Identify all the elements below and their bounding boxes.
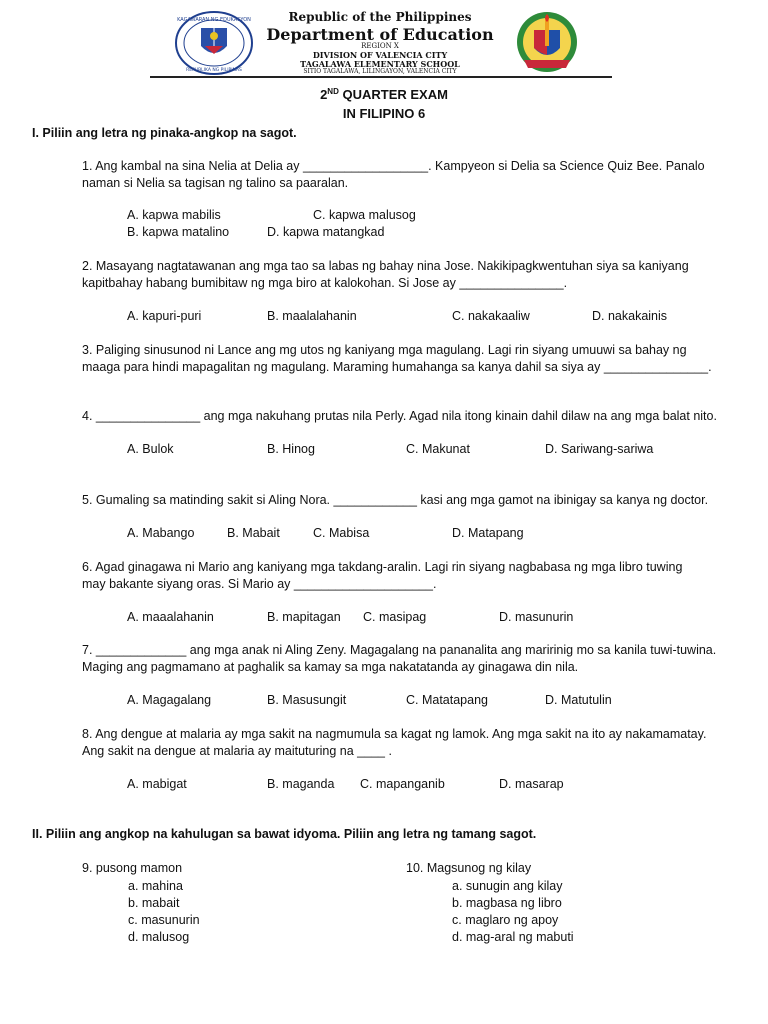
q2-option-b: B. maalalahanin	[267, 309, 357, 323]
q1-option-d: D. kapwa matangkad	[267, 225, 385, 239]
q9-option-a: a. mahina	[128, 879, 183, 893]
q9-option-d: d. malusog	[128, 930, 190, 944]
header-address: SITIO TAGALAWA, LILINGAYON, VALENCIA CITY	[303, 68, 457, 75]
q5-option-d: D. Matapang	[452, 526, 524, 540]
q7-option-b: B. Masusungit	[267, 693, 347, 707]
left-seal-bottom-text: REPUBLIKA NG PILIPINAS	[186, 68, 242, 73]
q6-option-d: D. masunurin	[499, 610, 574, 624]
q9-option-c: c. masunurin	[128, 913, 200, 927]
header-school: TAGALAWA ELEMENTARY SCHOOL	[300, 59, 460, 69]
q8-line1: 8. Ang dengue at malaria ay mga sakit na nagmumula sa kagat ng lamok. Ang mga sakit na ito ay nakamamatay.	[82, 727, 707, 741]
q10-option-b: b. magbasa ng libro	[452, 896, 562, 910]
q8-option-c: C. mapanganib	[360, 777, 445, 791]
q6-option-a: A. maaalahanin	[127, 610, 214, 624]
q5-option-c: C. Mabisa	[313, 526, 370, 540]
q10-line1: 10. Magsunog ng kilay	[406, 861, 532, 875]
q8-option-b: B. maganda	[267, 777, 335, 791]
q4-option-a: A. Bulok	[127, 442, 174, 456]
q6-line2: may bakante siyang oras. Si Mario ay ____________________.	[82, 577, 437, 591]
q6-line1: 6. Agad ginagawa ni Mario ang kaniyang mga takdang-aralin. Lagi rin siyang nagbabasa ng mga libro tuwing	[82, 560, 683, 574]
q7-option-d: D. Matutulin	[545, 693, 612, 707]
q5-line1: 5. Gumaling sa matinding sakit si Aling Nora. ____________ kasi ang mga gamot na ibinigay sa kanya ng doctor.	[82, 493, 709, 507]
q4-option-d: D. Sariwang-sariwa	[545, 442, 654, 456]
q2-option-c: C. nakakaaliw	[452, 309, 530, 323]
exam-subtitle: IN FILIPINO 6	[342, 106, 426, 121]
header-department: Department of Education	[266, 25, 494, 44]
q7-option-c: C. Matatapang	[406, 693, 488, 707]
header-division: DIVISION OF VALENCIA CITY	[312, 50, 448, 60]
q8-line2: Ang sakit na dengue at malaria ay maituturing na ____ .	[82, 744, 392, 758]
q4-line1: 4. _______________ ang mga nakuhang prutas nila Perly. Agad nila itong kinain dahil dilaw na ang mga balat nito.	[82, 409, 717, 423]
q9-line1: 9. pusong mamon	[82, 861, 183, 875]
q2-option-a: A. kapuri-puri	[127, 309, 202, 323]
header-region: REGION X	[361, 42, 399, 50]
q5-option-a: A. Mabango	[127, 526, 195, 540]
exam-title: 2ND QUARTER EXAM	[320, 87, 448, 102]
q7-line2: Maging ang pagmamano at paghalik sa kamay sa mga nakatatanda ay ginagawa din nila.	[82, 660, 579, 674]
q8-option-a: A. mabigat	[127, 777, 187, 791]
q6-option-b: B. mapitagan	[267, 610, 341, 624]
q1-line2: naman si Nelia sa tagisan ng talino sa paaralan.	[82, 176, 349, 190]
q7-line1: 7. _____________ ang mga anak ni Aling Zeny. Magagalang na pananalita ang maririnig mo sa kanila tuwi-tuwina.	[82, 643, 717, 657]
q3-line2: maaga para hindi mapagalitan ng magulang. Maraming humahanga sa kanya dahil sa siya ay _______________.	[82, 360, 712, 374]
q5-option-b: B. Mabait	[227, 526, 280, 540]
q10-option-a: a. sunugin ang kilay	[452, 879, 563, 893]
q9-option-b: b. mabait	[128, 896, 180, 910]
part1-instruction: I. Piliin ang letra ng pinaka-angkop na sagot.	[32, 126, 297, 140]
q1-option-b: B. kapwa matalino	[127, 225, 230, 239]
header-republic: Republic of the Philippines	[288, 10, 472, 24]
q10-option-c: c. maglaro ng apoy	[452, 913, 559, 927]
q2-option-d: D. nakakainis	[592, 309, 668, 323]
header-rule	[150, 76, 612, 78]
q1-option-c: C. kapwa malusog	[313, 208, 416, 222]
q1-option-a: A. kapwa mabilis	[127, 208, 221, 222]
q4-option-b: B. Hinog	[267, 442, 315, 456]
q2-line2: kapitbahay habang bumibitaw ng mga biro at kalokohan. Si Jose ay _______________.	[82, 276, 568, 290]
q6-option-c: C. masipag	[363, 610, 427, 624]
q4-option-c: C. Makunat	[406, 442, 470, 456]
left-seal-text: KAGAWARAN NG EDUKASYON	[177, 17, 251, 23]
q1-line1: 1. Ang kambal na sina Nelia at Delia ay __________________. Kampyeon si Delia sa Science Quiz Bee. Panalo	[82, 159, 705, 173]
q10-option-d: d. mag-aral ng mabuti	[452, 930, 574, 944]
part2-instruction: II. Piliin ang angkop na kahulugan sa bawat idyoma. Piliin ang letra ng tamang sagot.	[32, 827, 537, 841]
q3-line1: 3. Paliging sinusunod ni Lance ang mg utos ng kaniyang mga magulang. Lagi rin siyang umuuwi sa bahay ng	[82, 343, 687, 357]
q7-option-a: A. Magagalang	[127, 693, 212, 707]
q2-line1: 2. Masayang nagtatawanan ang mga tao sa labas ng bahay nina Jose. Nakikipagkwentuhan siya sa kaniyang	[82, 259, 689, 273]
q8-option-d: D. masarap	[499, 777, 564, 791]
